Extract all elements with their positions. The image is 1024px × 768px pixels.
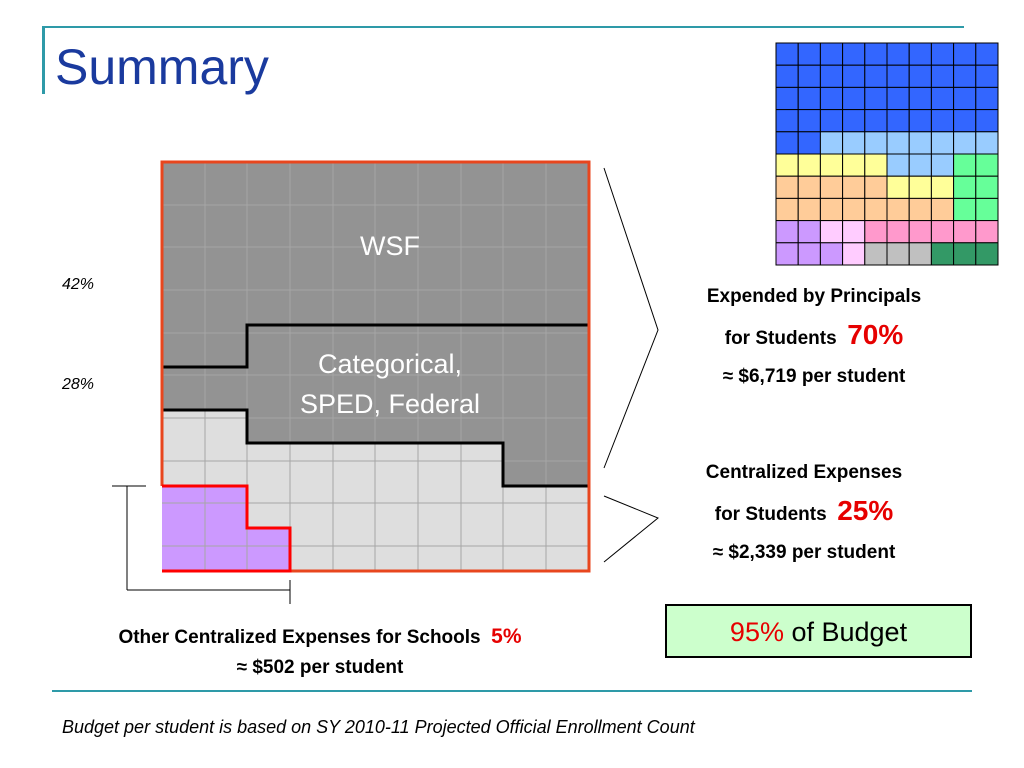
mini-grid-cell bbox=[820, 221, 842, 243]
mini-grid-cell bbox=[865, 65, 887, 87]
mini-grid-cell bbox=[954, 198, 976, 220]
mini-grid-cell bbox=[820, 65, 842, 87]
centralized-line1: Centralized Expenses bbox=[705, 462, 903, 483]
mini-grid-cell bbox=[909, 87, 931, 109]
mini-grid-cell bbox=[776, 198, 798, 220]
mini-grid-cell bbox=[798, 176, 820, 198]
mini-grid-cell bbox=[954, 221, 976, 243]
mini-grid-cell bbox=[909, 43, 931, 65]
mini-grid-cell bbox=[976, 110, 998, 132]
mini-grid-cell bbox=[931, 243, 953, 265]
mini-grid-cell bbox=[843, 43, 865, 65]
mini-grid-cell bbox=[887, 87, 909, 109]
mini-grid-cell bbox=[776, 243, 798, 265]
mini-grid-cell bbox=[887, 110, 909, 132]
mini-grid-cell bbox=[976, 43, 998, 65]
mini-grid-cell bbox=[843, 132, 865, 154]
mini-grid-cell bbox=[865, 110, 887, 132]
mini-grid-cell bbox=[909, 132, 931, 154]
principals-line2-row bbox=[656, 316, 972, 358]
mini-grid-cell bbox=[798, 65, 820, 87]
mini-grid-cell bbox=[820, 87, 842, 109]
principals-per-student: ≈ $6,719 per student bbox=[722, 366, 906, 387]
mini-grid-cell bbox=[909, 221, 931, 243]
mini-grid-cell bbox=[798, 221, 820, 243]
mini-grid-cell bbox=[798, 198, 820, 220]
mini-grid-cell bbox=[776, 221, 798, 243]
categorical-label-line1: Categorical, bbox=[317, 349, 463, 379]
other-line1: Other Centralized Expenses for Schools bbox=[118, 627, 481, 648]
centralized-per-student: ≈ $2,339 per student bbox=[712, 542, 896, 563]
mini-grid-cell bbox=[820, 176, 842, 198]
mini-grid-cell bbox=[887, 221, 909, 243]
mini-grid-cell bbox=[931, 176, 953, 198]
mini-grid-cell bbox=[976, 243, 998, 265]
principals-line2: for Students bbox=[724, 328, 837, 349]
mini-grid-cell bbox=[843, 65, 865, 87]
mini-grid-cell bbox=[909, 176, 931, 198]
centralized-heading bbox=[646, 454, 962, 572]
mini-grid-cell bbox=[954, 132, 976, 154]
centralized-line2: for Students bbox=[714, 504, 827, 525]
mini-grid-cell bbox=[909, 65, 931, 87]
mini-grid-cell bbox=[776, 87, 798, 109]
mini-grid-cell bbox=[865, 132, 887, 154]
mini-grid-cell bbox=[776, 43, 798, 65]
other-pct: 5% bbox=[491, 625, 522, 648]
principals-pct: 70% bbox=[847, 319, 904, 350]
other-per-student: ≈ $502 per student bbox=[236, 657, 404, 678]
mini-grid-cell bbox=[976, 65, 998, 87]
mini-grid-cell bbox=[843, 110, 865, 132]
mini-grid-cell bbox=[931, 154, 953, 176]
mini-grid-cell bbox=[820, 154, 842, 176]
mini-grid-cell bbox=[887, 43, 909, 65]
mini-grid-cell bbox=[798, 43, 820, 65]
mini-grid-cell bbox=[954, 43, 976, 65]
principals-heading bbox=[656, 278, 972, 396]
mini-grid-cell bbox=[887, 65, 909, 87]
mini-grid-cell bbox=[865, 221, 887, 243]
mini-grid-cell bbox=[909, 154, 931, 176]
budget-summary-box bbox=[665, 604, 972, 658]
mini-grid-cell bbox=[865, 176, 887, 198]
mini-grid-cell bbox=[954, 65, 976, 87]
mini-grid-cell bbox=[820, 243, 842, 265]
mini-grid-cell bbox=[887, 176, 909, 198]
mini-grid-cell bbox=[776, 176, 798, 198]
mini-grid-cell bbox=[798, 154, 820, 176]
mini-grid-cell bbox=[820, 198, 842, 220]
footnote: Budget per student is based on SY 2010-11 Projected Official Enrollment Count bbox=[62, 717, 695, 737]
mini-grid-cell bbox=[865, 87, 887, 109]
mini-grid-cell bbox=[798, 87, 820, 109]
mini-grid-cell bbox=[931, 43, 953, 65]
mini-grid-cell bbox=[954, 176, 976, 198]
mini-grid-cell bbox=[843, 176, 865, 198]
pct-42-label: 42% bbox=[62, 276, 95, 293]
mini-grid-cell bbox=[776, 110, 798, 132]
mini-grid-cell bbox=[798, 243, 820, 265]
mini-grid-cell bbox=[887, 132, 909, 154]
mini-grid-cell bbox=[820, 43, 842, 65]
mini-grid-cell bbox=[776, 132, 798, 154]
mini-grid-cell bbox=[976, 221, 998, 243]
other-line1-row bbox=[30, 622, 610, 653]
mini-grid-cell bbox=[976, 132, 998, 154]
budget-label: of Budget bbox=[783, 617, 908, 647]
mini-grid-cell bbox=[843, 154, 865, 176]
mini-grid-cell bbox=[954, 154, 976, 176]
pct-28-label: 28% bbox=[62, 376, 95, 393]
mini-grid-cell bbox=[798, 110, 820, 132]
mini-grid-cell bbox=[909, 198, 931, 220]
mini-grid-cell bbox=[843, 243, 865, 265]
mini-grid-cell bbox=[865, 243, 887, 265]
mini-grid-cell bbox=[887, 154, 909, 176]
centralized-pct: 25% bbox=[837, 495, 894, 526]
mini-grid-cell bbox=[776, 65, 798, 87]
mini-grid-cell bbox=[976, 176, 998, 198]
mini-grid-cell bbox=[820, 110, 842, 132]
mini-grid-cell bbox=[843, 198, 865, 220]
budget-pct: 95% bbox=[729, 617, 784, 647]
mini-grid-cell bbox=[931, 221, 953, 243]
mini-grid-cell bbox=[954, 87, 976, 109]
budget-mini-grid bbox=[776, 43, 998, 265]
page-title: Summary bbox=[55, 39, 269, 95]
mini-grid-cell bbox=[820, 132, 842, 154]
categorical-label-line2: SPED, Federal bbox=[299, 389, 481, 419]
mini-grid-cell bbox=[976, 154, 998, 176]
mini-grid-cell bbox=[909, 243, 931, 265]
mini-grid-cell bbox=[843, 221, 865, 243]
mini-grid-cell bbox=[865, 154, 887, 176]
mini-grid-cell bbox=[865, 43, 887, 65]
principals-line1: Expended by Principals bbox=[706, 286, 922, 307]
mini-grid-cell bbox=[909, 110, 931, 132]
mini-grid-cell bbox=[954, 110, 976, 132]
other-centralized-text bbox=[30, 622, 610, 683]
mini-grid-cell bbox=[931, 198, 953, 220]
mini-grid-cell bbox=[776, 154, 798, 176]
mini-grid-cell bbox=[976, 198, 998, 220]
mini-grid-cell bbox=[798, 132, 820, 154]
centralized-line2-row bbox=[646, 492, 962, 534]
mini-grid-cell bbox=[954, 243, 976, 265]
mini-grid-cell bbox=[976, 87, 998, 109]
mini-grid-cell bbox=[931, 65, 953, 87]
mini-grid-cell bbox=[887, 243, 909, 265]
mini-grid-cell bbox=[931, 132, 953, 154]
principals-chevron bbox=[604, 168, 658, 468]
mini-grid-cell bbox=[931, 87, 953, 109]
mini-grid-cell bbox=[887, 198, 909, 220]
mini-grid-cell bbox=[865, 198, 887, 220]
mini-grid-cell bbox=[843, 87, 865, 109]
mini-grid-cell bbox=[931, 110, 953, 132]
wsf-label: WSF bbox=[360, 231, 420, 261]
